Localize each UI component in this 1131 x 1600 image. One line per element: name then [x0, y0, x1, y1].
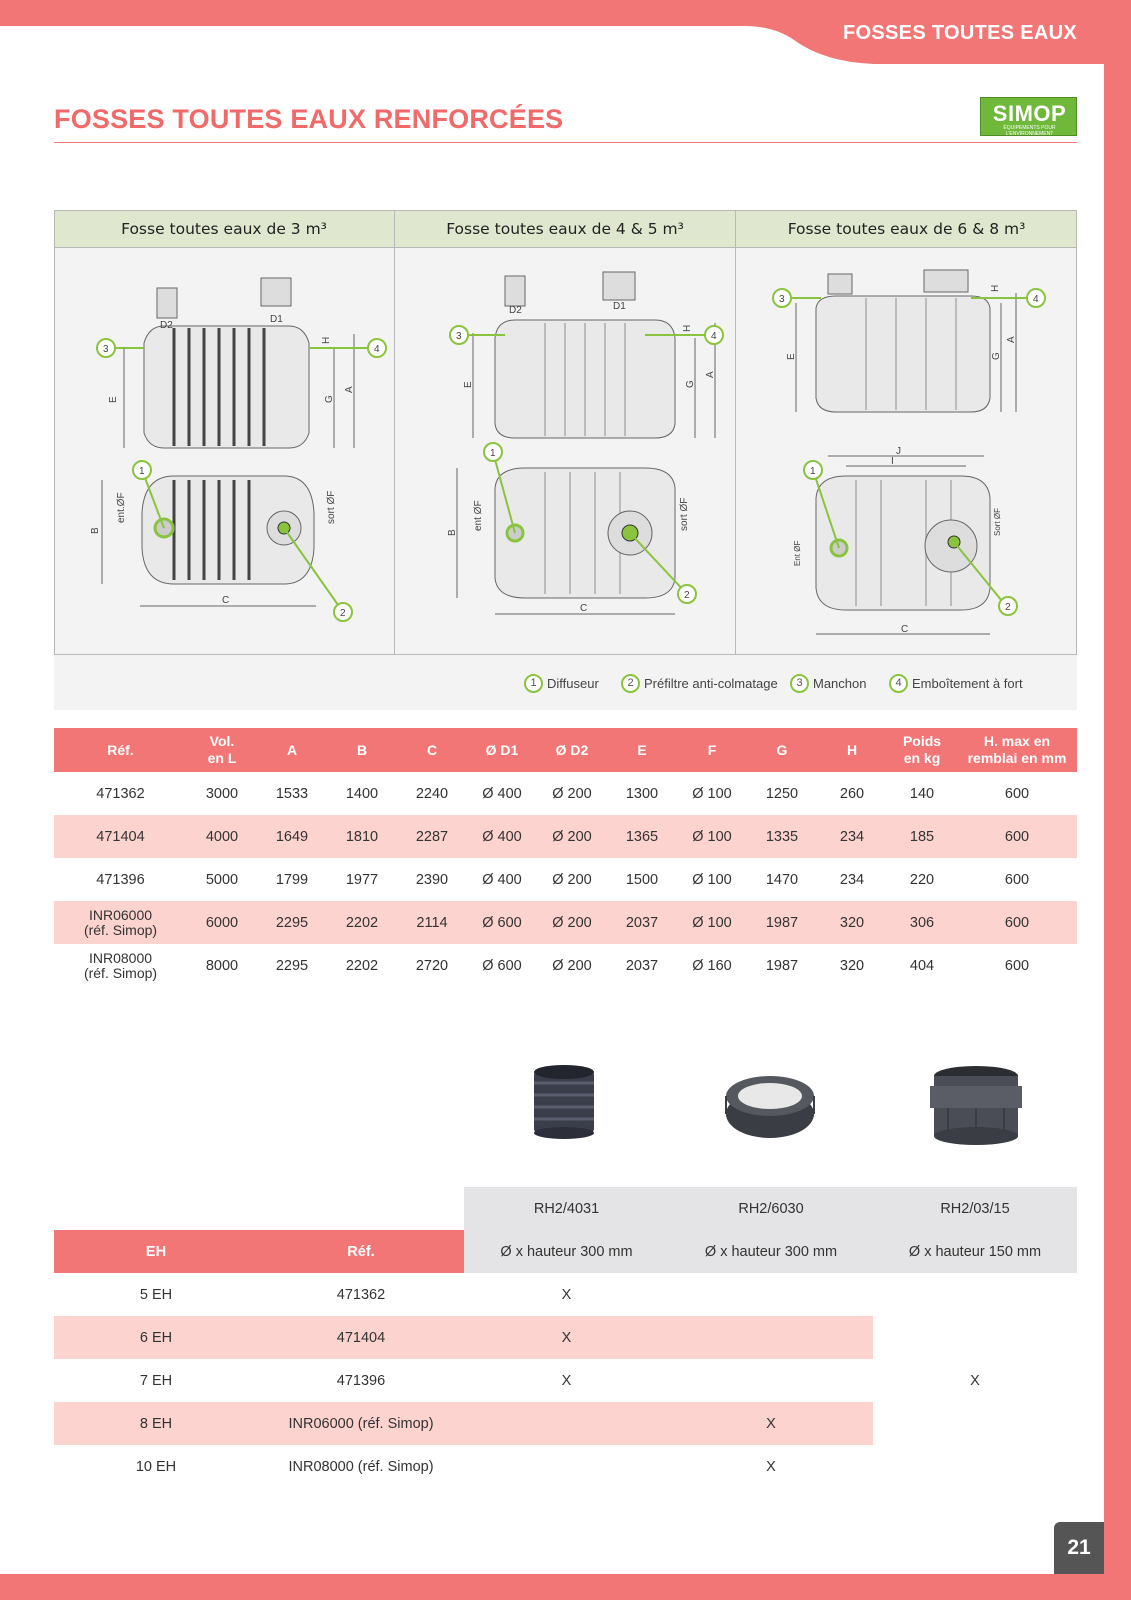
spec-cell: Ø 600 [467, 901, 537, 944]
spec-cell: 8000 [205, 957, 239, 974]
accessory-dim: Ø x hauteur 150 mm [873, 1230, 1077, 1273]
svg-text:I: I [891, 456, 894, 467]
eh-cell: 8 EH [54, 1402, 258, 1445]
eh-cell: 5 EH [139, 1286, 173, 1303]
legend-num-4: 4 [889, 674, 908, 693]
spec-cell: 404 [909, 957, 935, 974]
legend-prefiltre [621, 673, 778, 693]
svg-text:D2: D2 [160, 320, 173, 331]
spec-cell: 1365 [607, 815, 677, 858]
svg-text:3: 3 [456, 331, 462, 342]
svg-text:3: 3 [779, 294, 785, 305]
spec-cell: 2295 [275, 957, 309, 974]
page-title: FOSSES TOUTES EAUX RENFORCÉES [54, 104, 564, 134]
spec-row [54, 772, 1077, 815]
spec-cell: 2295 [257, 901, 327, 944]
mark-cell [669, 1316, 873, 1359]
spec-cell: Ø 600 [482, 957, 522, 974]
svg-text:C: C [580, 603, 588, 614]
legend-emboitement [889, 673, 1023, 693]
legend-diffuseur [524, 673, 599, 693]
dim-G: G [324, 395, 335, 403]
accessory-row [54, 1445, 1077, 1488]
title-divider [54, 142, 1077, 143]
panel-3m3 [54, 248, 395, 654]
spec-table [54, 728, 1077, 987]
col-header: Poids en kg [887, 728, 957, 772]
mark-cell [873, 1445, 1077, 1488]
svg-text:1: 1 [490, 448, 496, 459]
spec-cell: 600 [957, 815, 1077, 858]
svg-text:4: 4 [1033, 294, 1039, 305]
spec-cell: 320 [839, 957, 865, 974]
tank-4-5m3-drawing [395, 248, 736, 654]
svg-text:E: E [463, 381, 474, 388]
svg-text:2: 2 [1005, 602, 1011, 613]
eh-cell: 10 EH [135, 1458, 177, 1475]
spec-ref-cell: INR08000 (réf. Simop) [83, 949, 158, 981]
spec-cell: 2037 [607, 901, 677, 944]
accessory-dim: Ø x hauteur 300 mm [464, 1230, 669, 1273]
spec-ref-cell: 471396 [96, 871, 145, 888]
svg-text:Sort ØF: Sort ØF [993, 507, 1002, 536]
product-image-rh2-6030 [722, 1070, 818, 1144]
spec-cell: 1500 [625, 871, 659, 888]
col-header: Réf. [54, 728, 187, 772]
svg-text:A: A [1006, 336, 1017, 343]
panel-title-4-5m3: Fosse toutes eaux de 4 & 5 m³ [395, 210, 736, 248]
spec-cell: 140 [909, 785, 935, 802]
mark-cell: X [561, 1286, 572, 1303]
spec-cell: 1533 [275, 785, 309, 802]
panel-6-8m3 [736, 248, 1077, 654]
spec-cell: 1810 [327, 815, 397, 858]
spec-cell: 2202 [327, 901, 397, 944]
spec-cell: 2114 [397, 901, 467, 944]
spec-cell: 5000 [205, 871, 239, 888]
spec-cell: 1250 [765, 785, 799, 802]
mark-cell: X [970, 1372, 980, 1389]
panel-title-6-8m3: Fosse toutes eaux de 6 & 8 m³ [736, 210, 1077, 248]
mark-cell: X [766, 1458, 776, 1475]
spec-cell: 2037 [625, 957, 659, 974]
spec-cell: 260 [839, 785, 865, 802]
svg-text:1: 1 [139, 466, 145, 477]
svg-text:ent ØF: ent ØF [473, 500, 484, 531]
ref-cell: INR08000 (réf. Simop) [288, 1458, 434, 1475]
dim-A: A [344, 386, 355, 393]
svg-text:H: H [682, 324, 693, 332]
spec-row [54, 944, 1077, 987]
col-header: F [677, 728, 747, 772]
col-header: Vol. en L [187, 728, 257, 772]
spec-header-row [54, 728, 1077, 772]
logo-word: SIMOP [992, 101, 1067, 126]
mark-cell [464, 1445, 669, 1488]
mark-cell [873, 1316, 1077, 1359]
mark-cell: X [669, 1402, 873, 1445]
accessory-row [54, 1402, 1077, 1445]
accessory-row [54, 1273, 1077, 1316]
ref-cell: 471362 [336, 1286, 386, 1303]
spec-cell: 1470 [765, 871, 799, 888]
blank-cell [54, 1187, 464, 1230]
product-image-rh2-03-15 [0, 0, 96, 92]
svg-text:2: 2 [340, 608, 346, 619]
spec-cell: Ø 200 [537, 815, 607, 858]
col-header: Ø D1 [467, 728, 537, 772]
spec-cell: 2202 [345, 957, 379, 974]
tank-3m3-drawing [54, 248, 395, 654]
bottom-band [0, 1574, 1131, 1600]
product-image-rh2-4031 [528, 1063, 600, 1139]
legend-label-4: Emboîtement à fort [912, 675, 1023, 691]
svg-text:G: G [685, 380, 696, 388]
svg-text:4: 4 [374, 344, 380, 355]
col-header: H [817, 728, 887, 772]
spec-cell: 3000 [205, 785, 239, 802]
spec-cell: 1987 [765, 957, 799, 974]
spec-cell: 4000 [187, 815, 257, 858]
svg-text:4: 4 [711, 331, 717, 342]
tank-diagrams [54, 210, 1077, 710]
spec-cell: 600 [1004, 957, 1030, 974]
svg-text:Ent ØF: Ent ØF [793, 540, 802, 566]
spec-row [54, 815, 1077, 858]
col-header: C [397, 728, 467, 772]
col-header: H. max en remblai en mm [957, 728, 1077, 772]
spec-cell: 2287 [397, 815, 467, 858]
spec-cell: 2240 [415, 785, 449, 802]
svg-text:B: B [447, 529, 458, 536]
panel-title-3m3: Fosse toutes eaux de 3 m³ [54, 210, 395, 248]
svg-text:H: H [990, 284, 1001, 292]
legend-num-1: 1 [524, 674, 543, 693]
spec-cell: 1649 [257, 815, 327, 858]
legend-num-3: 3 [790, 674, 809, 693]
spec-cell: Ø 160 [692, 957, 732, 974]
mark-cell: X [464, 1316, 669, 1359]
svg-text:G: G [991, 352, 1002, 360]
spec-cell: 6000 [187, 901, 257, 944]
spec-cell: 1335 [747, 815, 817, 858]
spec-cell: 185 [887, 815, 957, 858]
spec-cell: 234 [817, 815, 887, 858]
accessory-dim: Ø x hauteur 300 mm [669, 1230, 873, 1273]
svg-text:sort ØF: sort ØF [679, 497, 690, 531]
spec-cell: Ø 400 [482, 785, 522, 802]
ref-cell: 471404 [258, 1316, 464, 1359]
spec-cell: 306 [887, 901, 957, 944]
spec-cell: 1300 [625, 785, 659, 802]
logo-tagline: ÉQUIPEMENTS POUR L'ENVIRONNEMENT [1003, 125, 1056, 137]
spec-cell: 2720 [415, 957, 449, 974]
svg-text:ent.ØF: ent.ØF [116, 492, 127, 523]
ref-header: Réf. [258, 1230, 464, 1273]
spec-cell: Ø 200 [537, 901, 607, 944]
svg-text:1: 1 [810, 466, 816, 477]
spec-cell: Ø 200 [552, 871, 592, 888]
spec-cell: 1987 [747, 901, 817, 944]
spec-cell: 600 [1004, 785, 1030, 802]
section-label: FOSSES TOUTES EAUX [843, 22, 1077, 44]
spec-cell: 600 [957, 901, 1077, 944]
product-image-rh2-03-15-body [928, 1064, 1024, 1152]
mark-cell [873, 1273, 1077, 1316]
svg-text:J: J [896, 446, 901, 457]
col-header: E [607, 728, 677, 772]
spec-ref-cell: 471404 [54, 815, 187, 858]
ref-cell: INR06000 (réf. Simop) [258, 1402, 464, 1445]
accessory-ref: RH2/4031 [464, 1187, 669, 1230]
col-header: G [747, 728, 817, 772]
spec-cell: Ø 100 [677, 815, 747, 858]
dim-B: B [90, 527, 101, 534]
svg-text:D1: D1 [613, 301, 626, 312]
spec-cell: Ø 100 [677, 901, 747, 944]
mark-cell [669, 1359, 873, 1402]
eh-header: EH [54, 1230, 258, 1273]
spec-cell: 234 [839, 871, 865, 888]
accessory-row [54, 1316, 1077, 1359]
svg-text:D2: D2 [509, 305, 522, 316]
legend-label-1: Diffuseur [547, 675, 599, 691]
spec-cell: Ø 100 [692, 871, 732, 888]
svg-text:3: 3 [103, 344, 109, 355]
svg-text:H: H [321, 336, 332, 344]
dim-E: E [108, 396, 119, 403]
svg-text:E: E [786, 353, 797, 360]
spec-row [54, 901, 1077, 944]
spec-cell: Ø 100 [692, 785, 732, 802]
svg-text:D1: D1 [270, 314, 283, 325]
spec-cell: 320 [817, 901, 887, 944]
mark-cell [873, 1402, 1077, 1445]
ref-cell: 471396 [336, 1372, 386, 1389]
accessory-row [54, 1359, 1077, 1402]
accessory-ref: RH2/03/15 [873, 1187, 1077, 1230]
col-header: A [257, 728, 327, 772]
simop-logo [980, 97, 1077, 136]
svg-text:A: A [705, 371, 716, 378]
page-number: 21 [1054, 1522, 1104, 1574]
legend-label-2: Préfiltre anti-colmatage [644, 675, 778, 691]
spec-ref-cell: 471362 [96, 785, 145, 802]
accessory-ref-row [54, 1187, 1077, 1230]
panel-4-5m3 [395, 248, 736, 654]
spec-cell: Ø 200 [552, 785, 592, 802]
right-band [1104, 0, 1131, 1600]
legend-num-2: 2 [621, 674, 640, 693]
mark-cell [669, 1273, 873, 1316]
tank-6-8m3-drawing [736, 248, 1077, 654]
svg-text:2: 2 [684, 590, 690, 601]
legend-manchon [790, 673, 866, 693]
accessory-header-row [54, 1230, 1077, 1273]
spec-row [54, 858, 1077, 901]
mark-cell: X [561, 1372, 572, 1389]
spec-cell: Ø 400 [467, 815, 537, 858]
spec-cell: 1799 [275, 871, 309, 888]
spec-cell: Ø 400 [482, 871, 522, 888]
spec-cell: 600 [1004, 871, 1030, 888]
mark-cell [464, 1402, 669, 1445]
spec-cell: 2390 [415, 871, 449, 888]
eh-cell: 6 EH [54, 1316, 258, 1359]
legend-label-3: Manchon [813, 675, 867, 691]
svg-text:C: C [901, 624, 909, 635]
spec-ref-cell: INR06000 (réf. Simop) [54, 901, 187, 944]
col-header: Ø D2 [537, 728, 607, 772]
accessory-ref: RH2/6030 [669, 1187, 873, 1230]
col-header: B [327, 728, 397, 772]
spec-cell: 1977 [345, 871, 379, 888]
accessory-table [54, 1187, 1077, 1488]
dim-C: C [222, 595, 230, 606]
spec-cell: 220 [909, 871, 935, 888]
spec-cell: 1400 [345, 785, 379, 802]
spec-cell: Ø 200 [552, 957, 592, 974]
eh-cell: 7 EH [139, 1372, 173, 1389]
svg-text:sort ØF: sort ØF [326, 490, 337, 524]
